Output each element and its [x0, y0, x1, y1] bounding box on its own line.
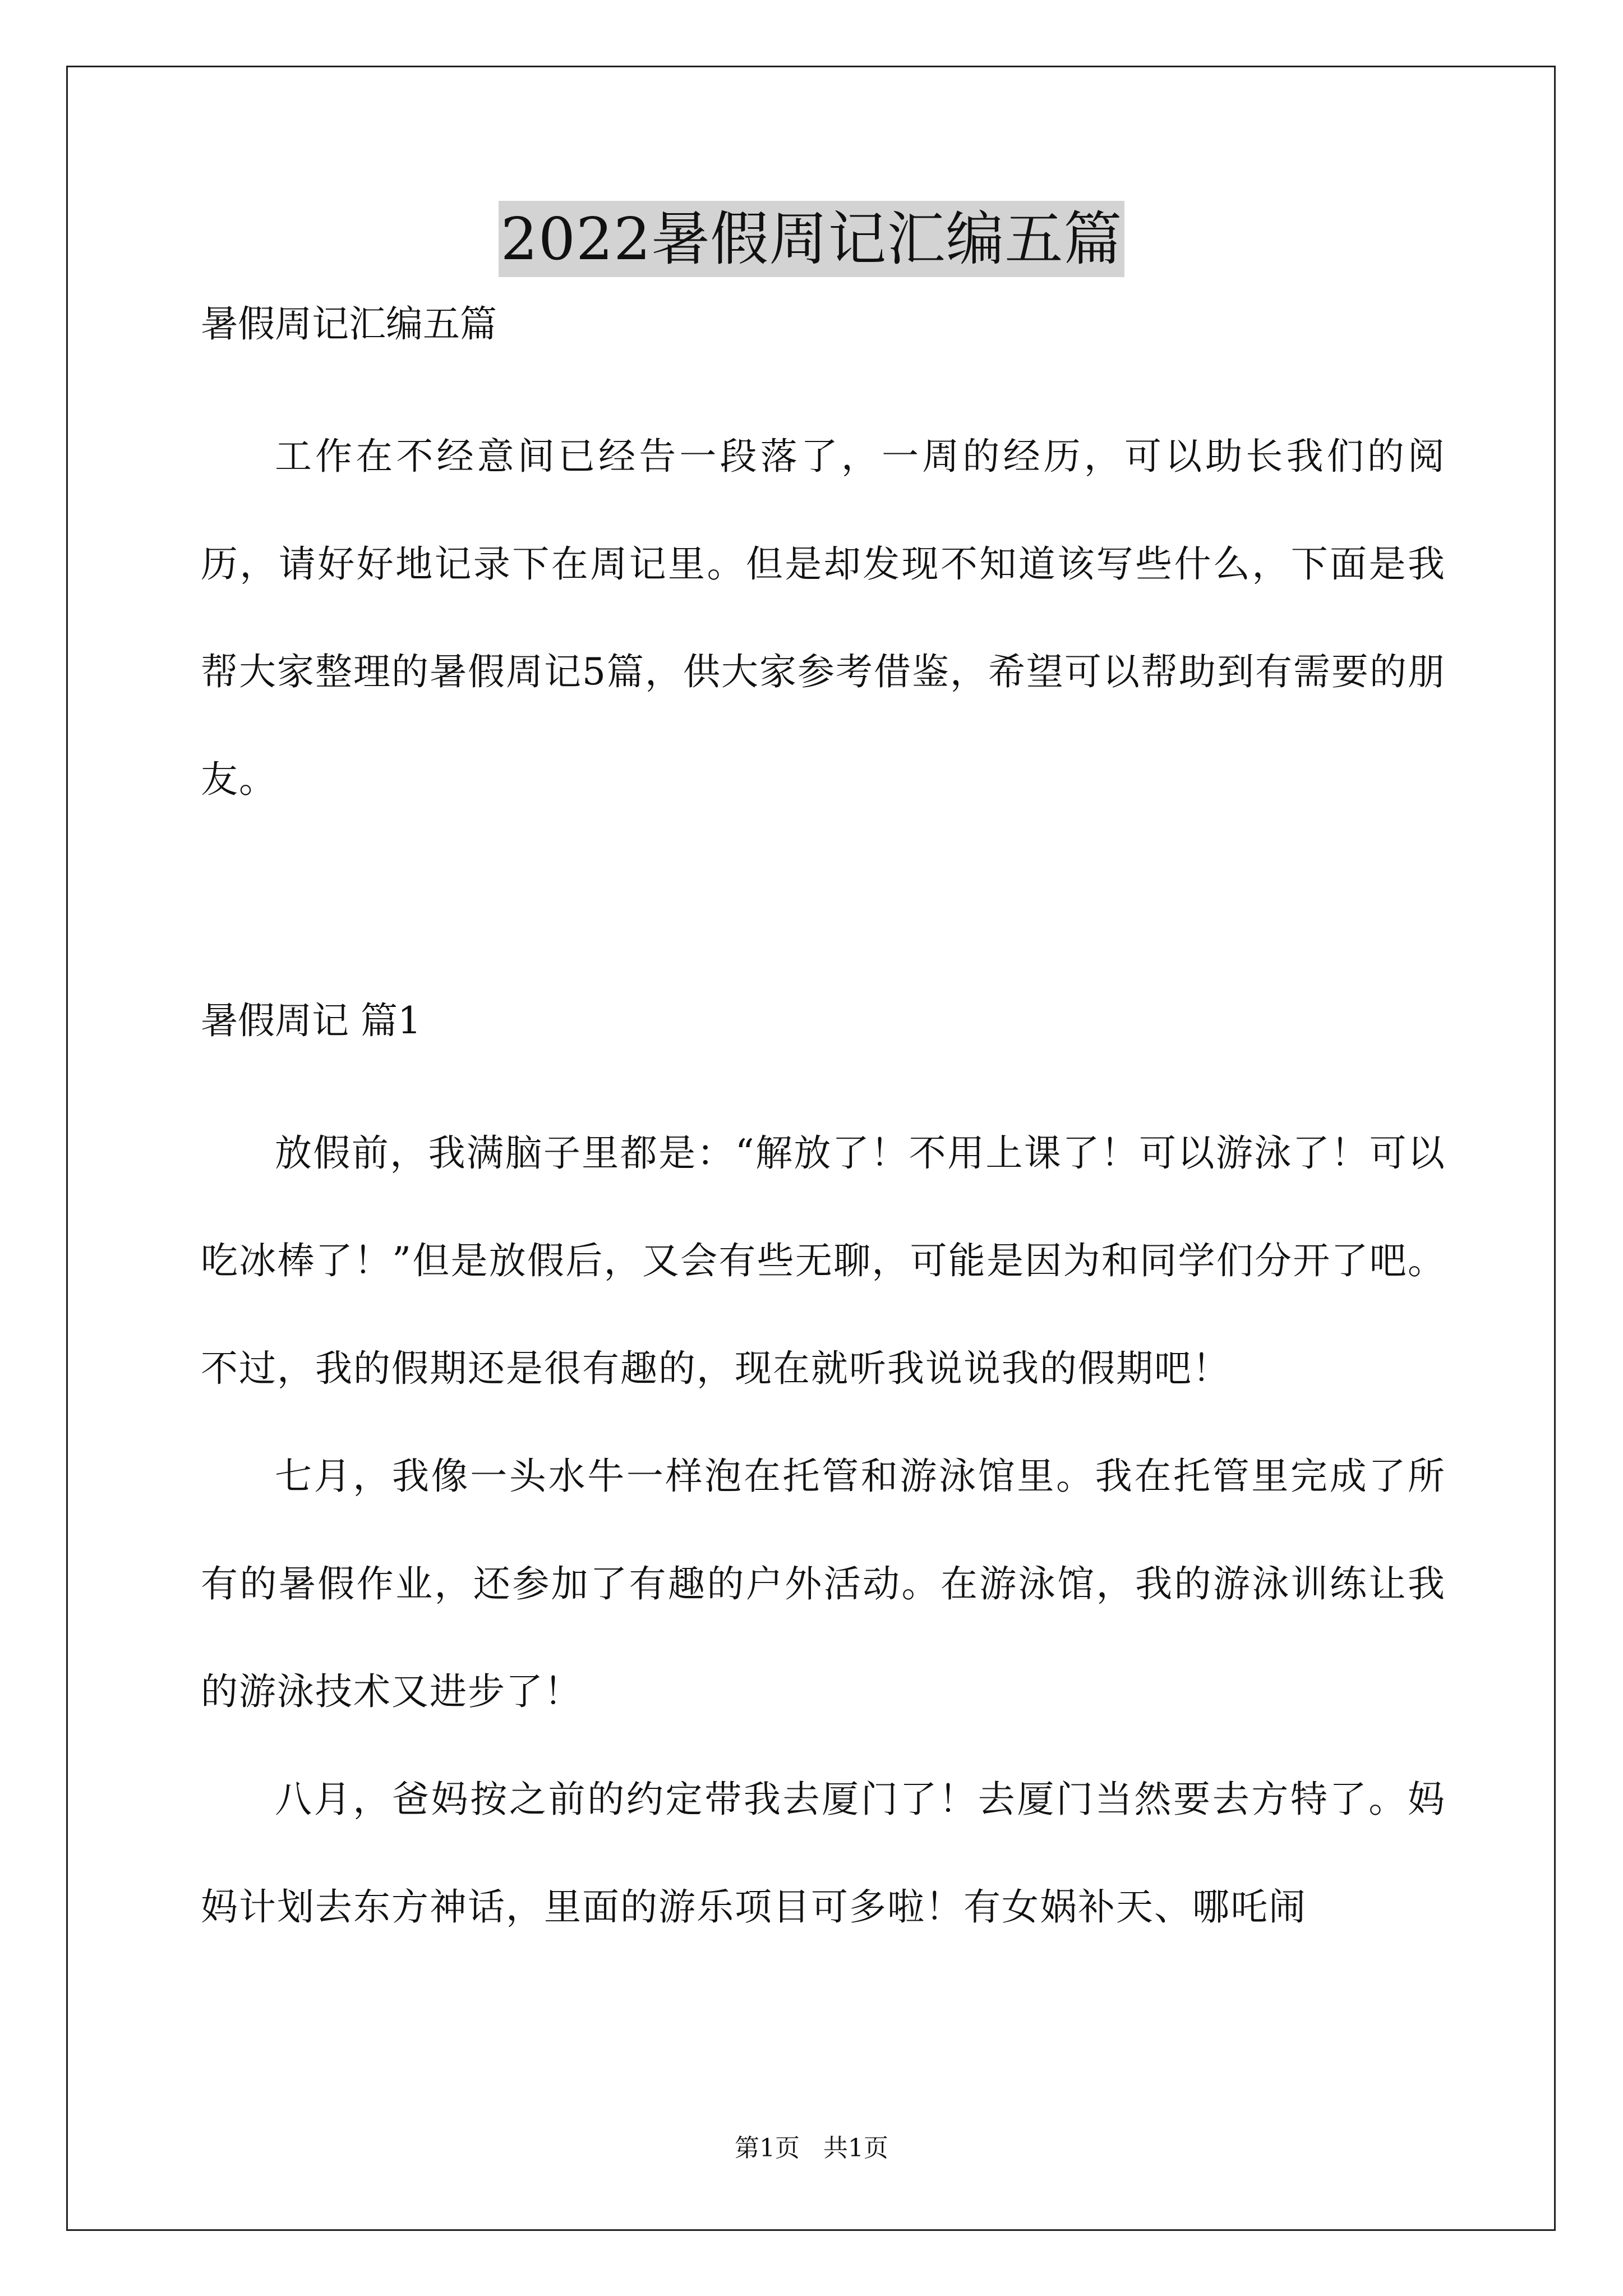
body-paragraph: 放假前，我满脑子里都是：“解放了！不用上课了！可以游泳了！可以吃冰棒了！”但是放假后，又会有些无聊，可能是因为和同学们分开了吧。不过，我的假期还是很有趣的，现在就听我说说我的假期吧！ — [201, 1131, 1446, 1390]
body-paragraph: 八月，爸妈按之前的约定带我去厦门了！去厦门当然要去方特了。妈妈计划去东方神话，里面的游乐项目可多啦！有女娲补天、哪吒闹 — [201, 1778, 1446, 1929]
page-footer — [0, 2132, 1623, 2165]
page-total: 共1页 — [823, 2134, 888, 2162]
document-title: 2022暑假周记汇编五篇 — [499, 201, 1125, 277]
title-container — [0, 201, 1623, 277]
document-subtitle: 暑假周记汇编五篇 — [201, 302, 497, 346]
page-number: 第1页 — [735, 2134, 800, 2162]
intro-paragraph: 工作在不经意间已经告一段落了，一周的经历，可以助长我们的阅历，请好好地记录下在周记里。但是却发现不知道该写些什么，下面是我帮大家整理的暑假周记5篇，供大家参考借鉴，希望可以帮助到有需要的朋友。 — [201, 435, 1446, 801]
document-body — [201, 297, 1446, 1961]
body-paragraph: 七月，我像一头水牛一样泡在托管和游泳馆里。我在托管里完成了所有的暑假作业，还参加了有趣的户外活动。在游泳馆，我的游泳训练让我的游泳技术又进步了！ — [201, 1455, 1446, 1713]
section-heading: 暑假周记 篇1 — [201, 999, 421, 1042]
